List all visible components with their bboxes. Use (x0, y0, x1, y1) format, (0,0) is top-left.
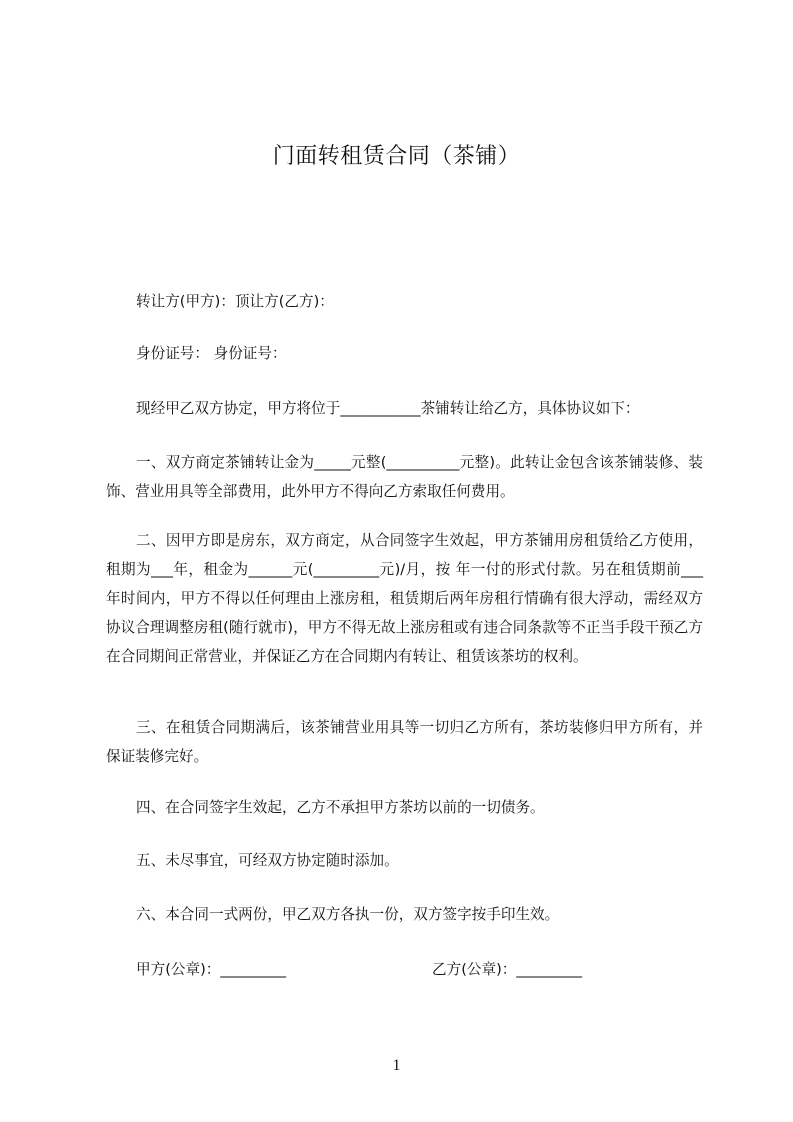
clause-1: 一、双方商定茶铺转让金为_____元整(__________元整)。此转让金包含该茶铺装修、装饰、营业用具等全部费用，此外甲方不得向乙方索取任何费用。 (106, 454, 703, 500)
clause-4: 四、在合同签字生效起，乙方不承担甲方茶坊以前的一切债务。 (136, 799, 545, 816)
clause-5: 五、未尽事宜，可经双方协定随时添加。 (136, 852, 399, 869)
id-number-line: 身份证号： 身份证号： (136, 345, 287, 362)
parties-line: 转让方(甲方)：顶让方(乙方)： (136, 293, 334, 310)
contract-title: 门面转租赁合同（茶铺） (272, 144, 521, 169)
clause-2: 二、因甲方即是房东，双方商定，从合同签字生效起，甲方茶铺用房租赁给乙方使用，租期为___年，租金为______元(_________元)/月，按 年一付的形式付款。另在租赁期前___年时间内，甲方不得以任何理由上涨房租，租赁期后两年房租行情确有很大浮动，需经双方协议合理调整房租(随行就市)，甲方不得无故上涨房租或有违合同条款等不正当手段干预乙方在合同期间正常营业，并保证乙方在合同期内有转让、租赁该茶坊的权利。 (106, 532, 703, 665)
page-number: 1 (392, 1057, 401, 1074)
contract-intro: 现经甲乙双方协定，甲方将位于___________茶铺转让给乙方，具体协议如下： (136, 400, 640, 417)
clause-3: 三、在租赁合同期满后，该茶铺营业用具等一切归乙方所有，茶坊装修归甲方所有，并保证装修完好。 (106, 719, 703, 765)
party-a-signature-line: 甲方(公章)：_________ (136, 961, 287, 978)
party-b-signature-line: 乙方(公章)：_________ (432, 961, 583, 978)
clause-6: 六、本合同一式两份，甲乙双方各执一份，双方签字按手印生效。 (136, 906, 560, 923)
